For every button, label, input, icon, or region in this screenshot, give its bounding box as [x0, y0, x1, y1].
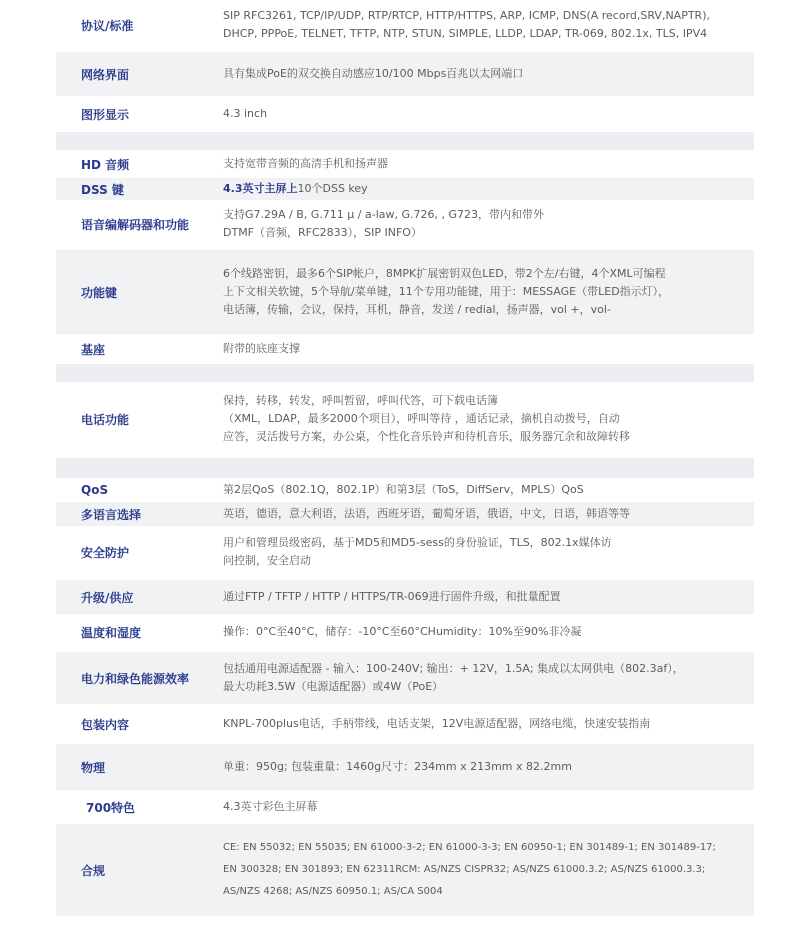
spec-row-power	[56, 652, 754, 704]
spec-label: 温度和湿度	[81, 625, 142, 640]
spec-label: 语音编解码器和功能	[81, 217, 190, 232]
spec-row-upgrade	[56, 580, 754, 614]
spec-value: 第2层QoS（802.1Q，802.1P）和第3层（ToS，DiffServ，MPLS）QoS	[223, 483, 584, 496]
spec-label: 网络界面	[81, 67, 130, 82]
spec-value: 单重：950g; 包装重量：1460g尺寸：234mm x 213mm x 82.2mm	[223, 760, 572, 773]
spec-row-divider	[56, 364, 754, 382]
spec-value: SIP RFC3261, TCP/IP/UDP, RTP/RTCP, HTTP/HTTPS, ARP, ICMP, DNS(A record,SRV,NAPTR), DHCP, PPPoE, TELNET, TFTP, NTP, STUN, SIMPLE, LLDP, LDAP, TR-069, 802.1x, TLS, IPV4	[223, 9, 710, 40]
spec-value: 附带的底座支撑	[223, 342, 300, 355]
spec-row-display	[56, 98, 754, 130]
spec-value: 用户和管理员级密码，基于MD5和MD5-sess的身份验证，TLS，802.1x媒体访 问控制，安全启动	[223, 536, 612, 567]
spec-row-hd-audio	[56, 150, 754, 178]
spec-row-package	[56, 706, 754, 742]
spec-label: 升级/供应	[81, 590, 134, 605]
spec-value: CE: EN 55032; EN 55035; EN 61000-3-2; EN 61000-3-3; EN 60950-1; EN 301489-1; EN 301489-17; EN 300328; EN 301893; EN 62311RCM: AS/NZS CISPR32; AS/NZS 61000.3.2; AS/NZS 61000.3.3; AS/NZS 4268; AS/NZS 60950.1; AS/CA S004	[223, 842, 716, 897]
spec-row-security	[56, 526, 754, 578]
spec-row-compliance	[56, 824, 754, 916]
spec-row-physical	[56, 744, 754, 790]
spec-row-phone-features	[56, 382, 754, 456]
spec-label: HD 音频	[81, 157, 130, 172]
spec-value: 通过FTP / TFTP / HTTP / HTTPS/TR-069进行固件升级，和批量配置	[223, 590, 561, 603]
spec-row-network	[56, 52, 754, 96]
spec-label: 多语言选择	[81, 507, 142, 522]
spec-label: 电话功能	[81, 412, 130, 427]
spec-label: 电力和绿色能源效率	[81, 671, 190, 686]
spec-row-temperature	[56, 614, 754, 650]
spec-label: 基座	[81, 342, 106, 357]
spec-row-codecs	[56, 200, 754, 248]
spec-value: 保持，转移，转发，呼叫暂留，呼叫代答，可下载电话簿 （XML，LDAP，最多2000个项目），呼叫等待 ，通话记录，摘机自动拨号，自动 应答，灵活拨号方案，办公桌，个性化音乐铃声和待机音乐，服务器冗余和故障转移	[223, 394, 630, 443]
spec-label: 安全防护	[81, 545, 130, 560]
spec-label: 协议/标准	[81, 18, 134, 33]
spec-value-bold: 4.3英寸主屏上	[223, 182, 298, 195]
spec-label: 700特色	[86, 800, 136, 815]
spec-value: 支持G7.29A / B, G.711 μ / a-law, G.726, , G723，带内和带外 DTMF（音频，RFC2833），SIP INFO）	[223, 208, 545, 239]
spec-value: 4.3 inch	[223, 107, 268, 120]
spec-value: 支持宽带音频的高清手机和扬声器	[223, 157, 388, 170]
spec-label: 包装内容	[81, 717, 130, 732]
spec-row-dss-keys	[56, 178, 754, 200]
spec-value: 具有集成PoE的双交换自动感应10/100 Mbps百兆以太网端口	[223, 67, 524, 80]
spec-value: KNPL-700plus电话，手柄带线，电话支架，12V电源适配器，网络电缆，快速安装指南	[223, 717, 651, 730]
spec-value: 6个线路密钥，最多6个SIP帐户，8MPK扩展密钥双色LED，带2个左/右键，4个XML可编程 上下文相关软键，5个导航/菜单键，11个专用功能键，用于：MESSAGE（带LED指示灯）， 电话簿，传输，会议，保持，耳机，静音，发送 / redial，扬声器，vol +，vol-	[223, 267, 670, 316]
spec-row-function-keys	[56, 250, 754, 334]
spec-row-stand	[56, 336, 754, 362]
spec-row-protocols	[56, 0, 754, 50]
spec-row-divider	[56, 132, 754, 150]
spec-value: 英语，德语，意大利语，法语，西班牙语，葡萄牙语，俄语，中文，日语，韩语等等	[223, 507, 630, 520]
spec-label: 合规	[81, 863, 106, 878]
spec-value: 包括通用电源适配器 - 输入：100-240V; 输出：+ 12V，1.5A; 集成以太网供电（802.3af）， 最大功耗3.5W（电源适配器）或4W（PoE）	[223, 662, 684, 693]
spec-value	[223, 180, 743, 198]
spec-row-languages	[56, 502, 754, 526]
spec-value-rest: 10个DSS key	[297, 182, 368, 195]
spec-label: 功能键	[81, 285, 118, 300]
spec-row-divider	[56, 458, 754, 478]
spec-label: DSS 键	[81, 182, 124, 197]
spec-row-qos	[56, 478, 754, 502]
spec-value: 操作：0°C至40°C，储存：-10°C至60°CHumidity：10%至90%非冷凝	[223, 625, 582, 638]
spec-label: 物理	[81, 760, 106, 775]
spec-row-700-feature	[56, 790, 754, 824]
spec-value: 4.3英寸彩色主屏幕	[223, 800, 318, 813]
spec-label: 图形显示	[81, 107, 130, 122]
spec-label: QoS	[81, 483, 109, 497]
